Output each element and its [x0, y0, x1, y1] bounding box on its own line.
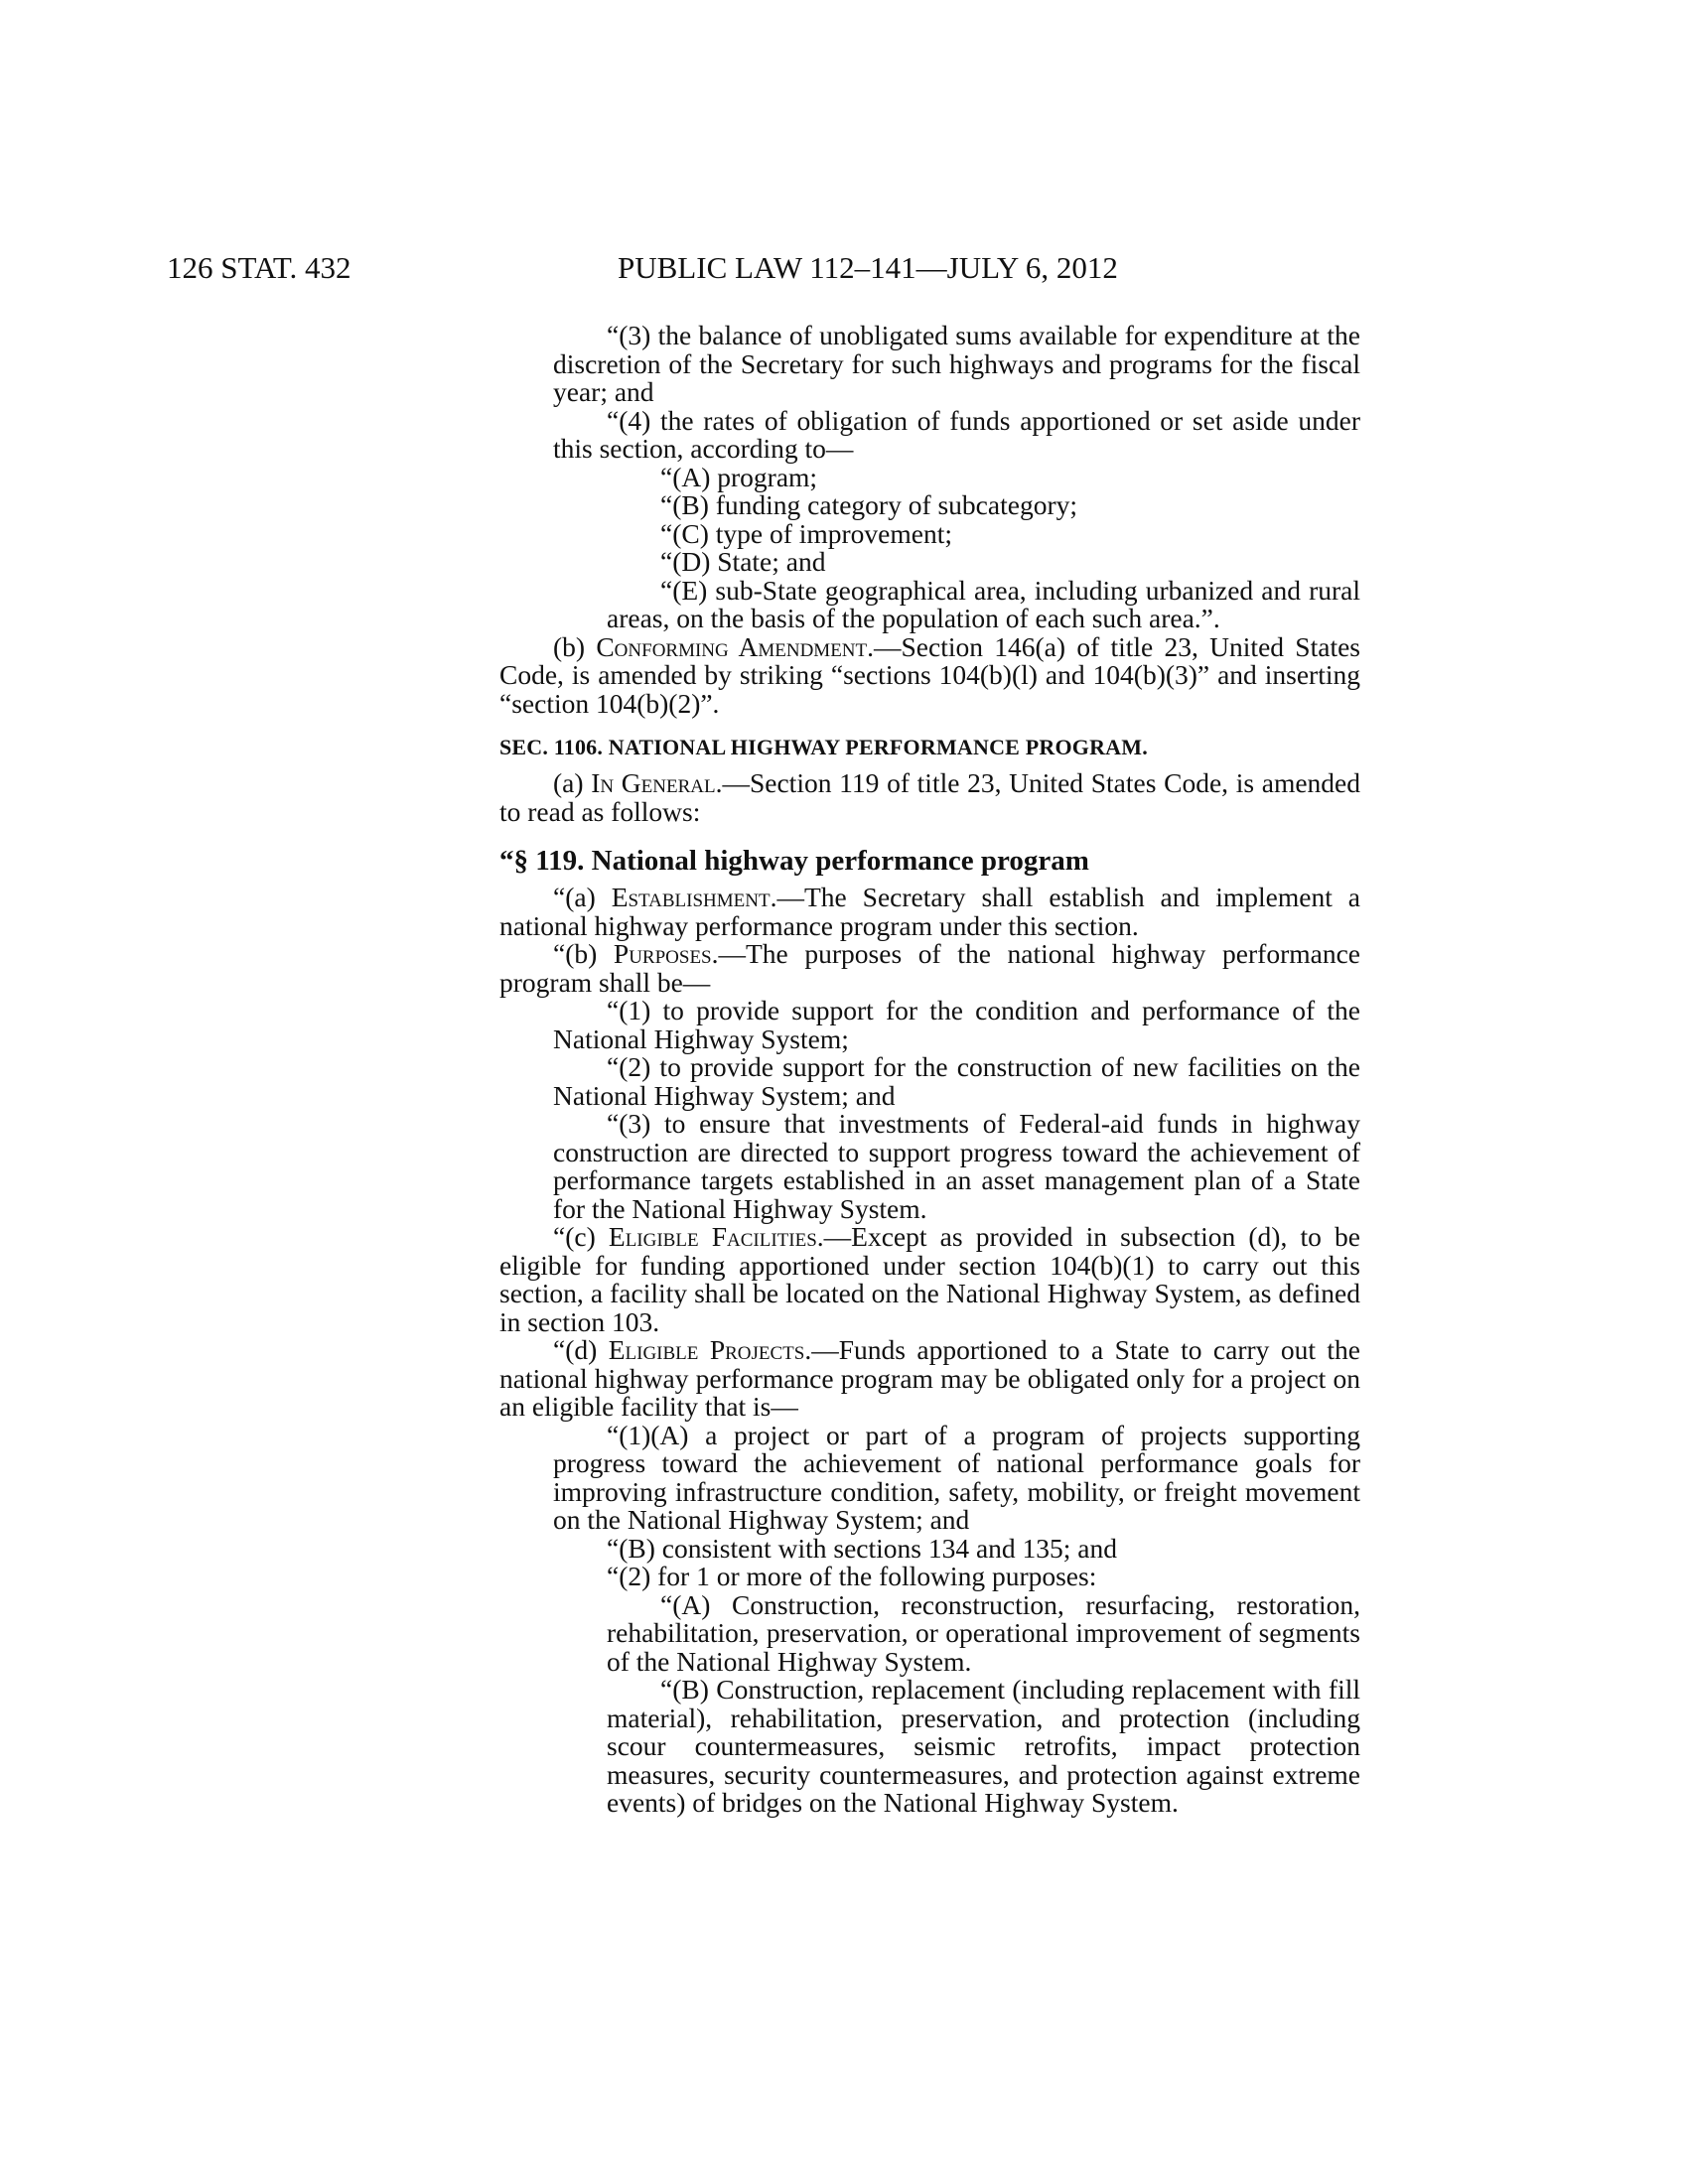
section-heading-1106: SEC. 1106. NATIONAL HIGHWAY PERFORMANCE PROGRAM.	[499, 735, 1148, 759]
statute-page-number: 126 STAT. 432	[167, 250, 352, 285]
paragraph-4-rates: “(4) the rates of obligation of funds apportioned or set aside under this section, according to—	[553, 404, 1360, 464]
eligible-projects-paragraph: “(d) Eligible Projects.—Funds apportioned to a State to carry out the national highway performance program may be obligated only for a project on an eligible facility that is—	[499, 1334, 1360, 1422]
running-header-title: PUBLIC LAW 112–141—JULY 6, 2012	[618, 250, 1118, 285]
subparagraph-d-state: “(D) State; and	[660, 546, 826, 577]
conforming-amendment-heading: Conforming Amendment	[596, 630, 868, 662]
project-item-1a: “(1)(A) a project or part of a program of projects supporting progress toward the achievement of national performance goals for improving infrastructure condition, safety, mobility, or freight movement on the National Highway System; and	[553, 1419, 1360, 1535]
purposes-heading: Purposes	[613, 938, 712, 969]
section-119-title: “§ 119. National highway performance program	[499, 845, 1089, 877]
subparagraph-c-type: “(C) type of improvement;	[660, 517, 953, 549]
subparagraph-e-substate: “(E) sub-State geographical area, including urbanized and rural areas, on the basis of the population of each such area.”.	[607, 574, 1360, 633]
subparagraph-a-program: “(A) program;	[660, 461, 818, 492]
in-general-heading: In General	[591, 767, 716, 798]
purposes-paragraph: “(b) Purposes.—The purposes of the national highway performance program shall be—	[499, 938, 1360, 998]
purpose-item-2: “(2) to provide support for the construction of new facilities on the National Highway System; and	[553, 1051, 1360, 1111]
paragraph-3-balance: “(3) the balance of unobligated sums available for expenditure at the discretion of the Secretary for such highways and programs for the fiscal year; and	[553, 320, 1360, 407]
project-item-2: “(2) for 1 or more of the following purposes:	[607, 1561, 1097, 1591]
purpose-item-3: “(3) to ensure that investments of Federal-aid funds in highway construction are directed to support progress toward the achievement of performance targets established in an asset management plan of a State for the National Highway System.	[553, 1108, 1360, 1224]
project-item-1b: “(B) consistent with sections 134 and 135; and	[607, 1532, 1118, 1564]
subparagraph-b-funding: “(B) funding category of subcategory;	[660, 489, 1077, 520]
purpose-sub-item-a: “(A) Construction, reconstruction, resurfacing, restoration, rehabilitation, preservation, or operational improvement of segments of the National Highway System.	[607, 1588, 1360, 1677]
eligible-facilities-paragraph: “(c) Eligible Facilities.—Except as provided in subsection (d), to be eligible for funding apportioned under section 104(b)(1) to carry out this section, a facility shall be located on the National Highway System, as defined in section 103.	[499, 1221, 1360, 1337]
document-body	[499, 322, 1360, 1818]
conforming-amendment: (b) Conforming Amendment.—Section 146(a) of title 23, United States Code, is amended by striking “sections 104(b)(l) and 104(b)(3)” and inserting “section 104(b)(2)”.	[499, 630, 1360, 719]
establishment-paragraph: “(a) Establishment.—The Secretary shall establish and implement a national highway performance program under this section.	[499, 882, 1360, 941]
purpose-item-1: “(1) to provide support for the condition and performance of the National Highway System;	[553, 995, 1360, 1054]
establishment-heading: Establishment	[611, 882, 771, 912]
eligible-facilities-heading: Eligible Facilities	[608, 1221, 817, 1252]
purpose-sub-item-b: “(B) Construction, replacement (including replacement with fill material), rehabilitation, preservation, and protection (including scour countermeasures, seismic retrofits, impact protection measures, security countermeasures, and protection against extreme events) of bridges on the National Highway System.	[607, 1674, 1360, 1818]
in-general-paragraph: (a) In General.—Section 119 of title 23, United States Code, is amended to read as follows:	[499, 767, 1361, 827]
eligible-projects-heading: Eligible Projects	[608, 1334, 805, 1365]
